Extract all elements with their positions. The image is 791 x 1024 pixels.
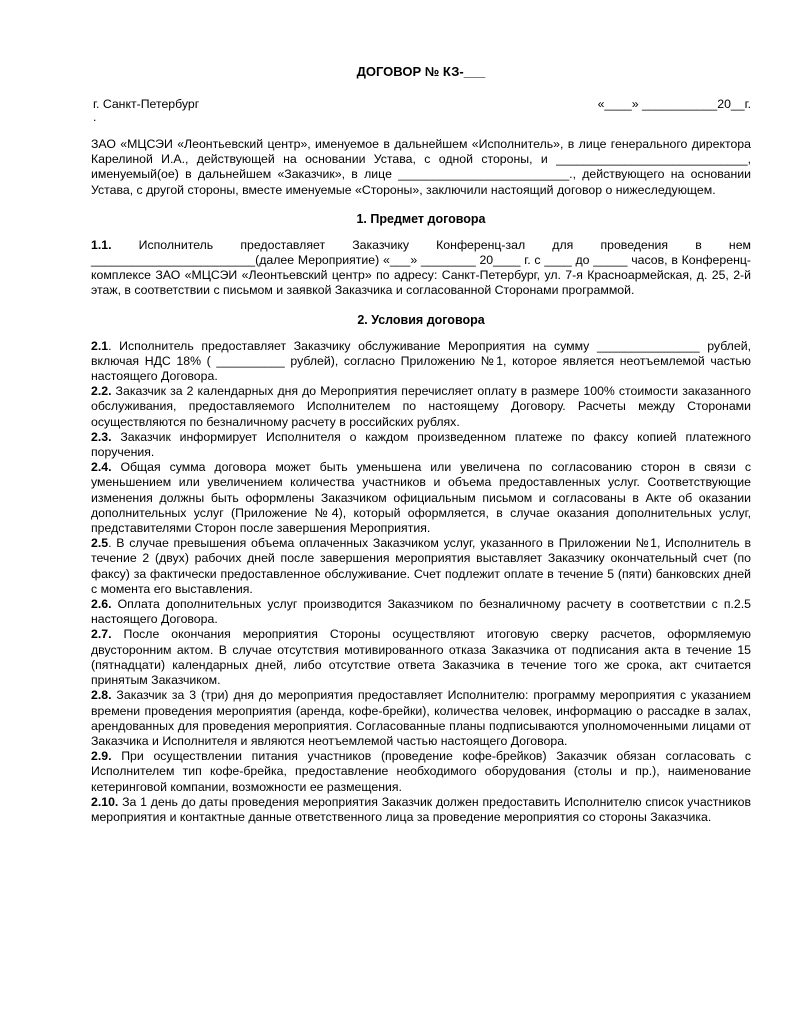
clause-text: . Исполнитель предоставляет Заказчику обслуживание Мероприятия на сумму _______________ рублей, включая НДС 18% ( __________ рублей), согласно Приложению №1, которое является неотъемлемой частью настоящего Договора.: [91, 338, 751, 384]
clause-2-2: [91, 384, 751, 430]
clause-2-8: [91, 688, 751, 749]
clause-number: 2.8.: [91, 688, 112, 703]
clause-2-1: [91, 339, 751, 385]
clause-text: Заказчик информирует Исполнителя о каждом произведенном платеже по факсу копией платежного поручения.: [91, 429, 751, 460]
clause-text: За 1 день до даты проведения мероприятия Заказчик должен предоставить Исполнителю список участников мероприятия и контактные данные ответственного лица за проведение мероприятия со стороны Заказчика.: [91, 794, 751, 824]
clause-text: Оплата дополнительных услуг производится Заказчиком по безналичному расчету в соответствии с п.2.5 настоящего Договора.: [91, 597, 751, 627]
contract-date: «____» ___________20__г.: [597, 97, 751, 111]
document-title: ДОГОВОР № КЗ-___: [356, 64, 486, 79]
clause-2-4: [91, 460, 751, 536]
clause-1-1: [91, 238, 751, 299]
clause-text: Общая сумма договора может быть уменьшена или увеличена по согласованию сторон в связи с уменьшением или увеличением количества участников и объема предоставленных услуг. Соответствующие изменения должны быть оформлены Заказчиком официальным письмом и согласованы в Акте об оказании дополнительных услуг (Приложение №4), который оформляется, в случае оказания дополнительных услуг, представителями Сторон после завершения Мероприятия.: [91, 460, 751, 536]
clause-2-5: [91, 536, 751, 597]
clause-text: При осуществлении питания участников (проведение кофе-брейков) Заказчик обязан согласовать с Исполнителем тип кофе-брейка, предоставление необходимого оборудования (столы и пр.), наименование кетеринговой компании, возможности ее размещения.: [91, 749, 751, 794]
contract-page: [91, 64, 751, 825]
clause-number: 2.6.: [91, 597, 112, 612]
clause-2-3: [91, 430, 751, 460]
clause-number: 2.5: [91, 536, 109, 551]
clause-number: 1.1.: [91, 237, 112, 252]
clause-text: После окончания мероприятия Стороны осуществляют итоговую сверку расчетов, оформляемую двусторонним актом. В случае отсутствия мотивированного отказа Заказчика от подписания акта в течение 15 (пятнадцати) календарных дней, либо отсутствие ответа Заказчика в течение того же срока, акт считается принятым Заказчиком.: [91, 627, 751, 688]
clause-text: Заказчик за 3 (три) дня до мероприятия предоставляет Исполнителю: программу мероприятия с указанием времени проведения мероприятия (аренда, кофе-брейки), количества человек, информацию о рассадке в залах, арендованных для проведения мероприятия. Согласованные планы подписываются уполномоченными лицами от Заказчика и Исполнителя и являются неотъемлемой частью настоящего Договора.: [91, 688, 751, 748]
clause-number: 2.10.: [91, 794, 119, 809]
clause-number: 2.3.: [91, 429, 112, 444]
intro-paragraph: ЗАО «МЦСЭИ «Леонтьевский центр», именуемое в дальнейшем «Исполнитель», в лице генерального директора Карелиной И.А., действующей на основании Устава, с одной стороны, и ____________________________, именуемый(ое) в дальнейшем «Заказчик», в лице _________________________., действующего на основании Устава, с другой стороны, вместе именуемые «Стороны», заключили настоящий договор о нижеследующем.: [91, 137, 751, 197]
clause-2-9: [91, 749, 751, 795]
clause-number: 2.1: [91, 338, 109, 353]
clause-text: Заказчик за 2 календарных дня до Мероприятия перечисляет оплату в размере 100% стоимости заказанного обслуживания, предоставляемого Исполнителем по настоящему Договору. Расчеты между Сторонами осуществляются по безналичному расчету в российских рублях.: [91, 384, 751, 429]
clause-number: 2.9.: [91, 749, 112, 764]
city: г. Санкт-Петербург: [93, 97, 200, 111]
clause-2-10: [91, 795, 751, 825]
section-1-heading: 1. Предмет договора: [356, 211, 486, 226]
section-2-heading: 2. Условия договора: [357, 312, 485, 327]
city-date-row: [91, 97, 751, 112]
clause-number: 2.7.: [91, 627, 112, 642]
clause-number: 2.4.: [91, 460, 112, 475]
clause-number: 2.2.: [91, 384, 112, 399]
clause-2-6: [91, 597, 751, 627]
stray-dot: .: [93, 110, 97, 124]
clause-text: . В случае превышения объема оплаченных Заказчиком услуг, указанного в Приложении №1, Исполнитель в течение 2 (двух) рабочих дней после завершения мероприятия выставляет Заказчику окончательный счет (по факсу) за фактически предоставленное обслуживание. Счет подлежит оплате в течение 5 (пяти) банковских дней с момента его выставления.: [91, 536, 751, 596]
clause-2-7: [91, 627, 751, 688]
clause-text: Исполнитель предоставляет Заказчику Конференц-зал для проведения в нем ________________________(далее Мероприятие) «___» ________ 20____ г. с ____ до _____ часов, в Конференц-комплексе ЗАО «МЦСЭИ «Леонтьевский центр» по адресу: Санкт-Петербург, ул. 7-я Красноармейская, д. 25, 2-й этаж, в соответствии с письмом и заявкой Заказчика и согласованной Сторонами программой.: [91, 237, 751, 298]
